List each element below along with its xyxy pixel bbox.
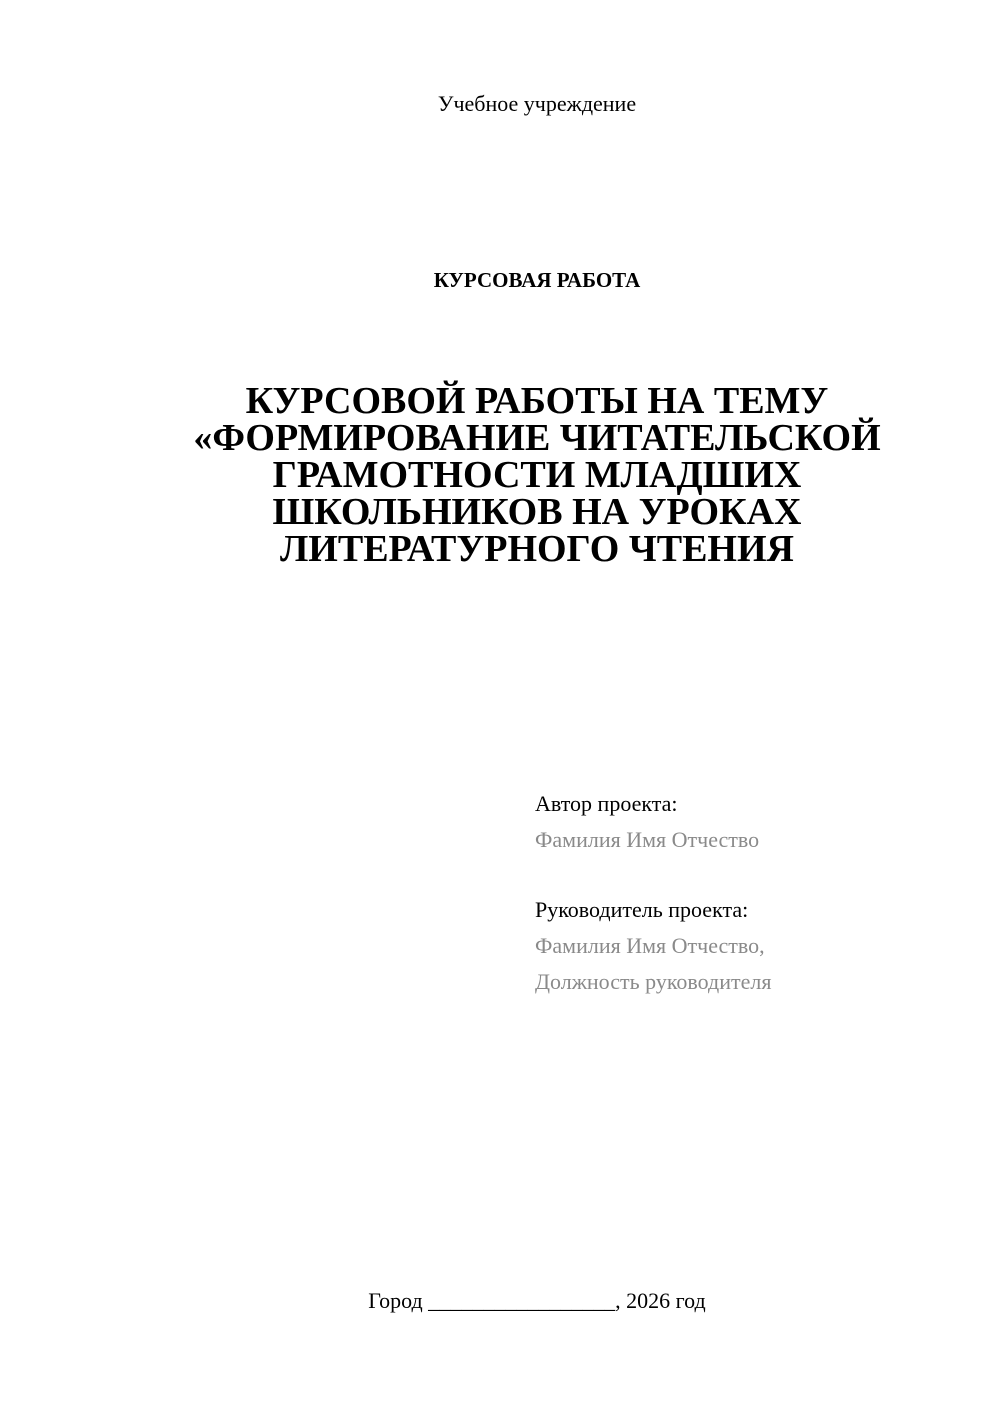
supervisor-name: Фамилия Имя Отчество, <box>535 933 765 958</box>
author-label: Автор проекта: <box>535 791 678 816</box>
document-type: КУРСОВАЯ РАБОТА <box>433 268 641 292</box>
year-text: , 2026 год <box>615 1288 706 1313</box>
title-line: ГРАМОТНОСТИ МЛАДШИХ <box>272 454 802 496</box>
supervisor-position: Должность руководителя <box>535 969 772 994</box>
title-line: ЛИТЕРАТУРНОГО ЧТЕНИЯ <box>279 528 794 570</box>
document-title <box>0 380 1000 570</box>
author-name: Фамилия Имя Отчество <box>535 827 760 852</box>
institution-name: Учебное учреждение <box>437 91 637 116</box>
city-blank: _________________ <box>428 1288 616 1313</box>
city-year-line <box>0 1288 1000 1314</box>
city-label: Город <box>368 1288 423 1313</box>
author-block <box>535 786 759 858</box>
title-line: КУРСОВОЙ РАБОТЫ НА ТЕМУ <box>245 380 829 422</box>
supervisor-label: Руководитель проекта: <box>535 897 749 922</box>
title-line: ШКОЛЬНИКОВ НА УРОКАХ <box>272 491 802 533</box>
title-line: «ФОРМИРОВАНИЕ ЧИТАТЕЛЬСКОЙ <box>193 417 881 459</box>
supervisor-block <box>535 892 771 1000</box>
